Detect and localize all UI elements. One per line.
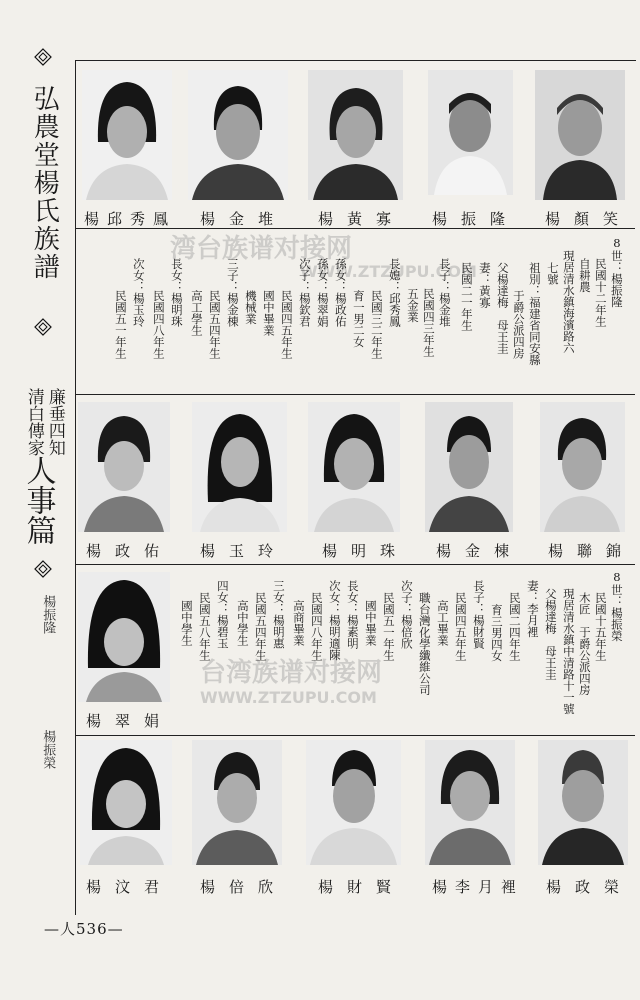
photo-caption: 楊振隆 [432,210,520,228]
bio-text: 高工畢業 [435,600,450,646]
portrait-photo [306,740,401,865]
photo-caption: 楊財賢 [318,878,406,896]
watermark-text: 湾台族谱对接网 [170,234,353,264]
photo-caption: 楊顏笑 [545,210,633,228]
portrait-photo [538,740,628,865]
bio-text: 職台灣化學纖維公司 [417,592,432,696]
diamond-ornament-icon [34,318,52,336]
bio-text: 長子：楊財賢 [471,580,486,649]
bio-text: 次女：楊玉玲 [131,258,146,327]
bio-text: 民國二一年生 [459,262,474,331]
bio-text: 父楊達梅 母王圭 [543,588,558,680]
row-divider [75,394,635,395]
photo-caption: 楊聯錦 [548,542,636,560]
bio-text: 長媳：邱秀鳳 [387,258,402,327]
bio-text: 育一男二女 [351,290,366,348]
bio-text: 高工學生 [189,290,204,336]
bio-text: 國中學生 [179,600,194,646]
diamond-ornament-icon [34,560,52,578]
bio-text: 民國十五年生 [593,592,608,661]
side-index-name: 楊振隆 [40,595,56,634]
diamond-ornament-icon [34,48,52,66]
photo-caption: 楊政佑 [86,542,174,560]
photo-caption: 楊翠娟 [86,712,174,730]
bio-text: 民國五一年生 [381,592,396,661]
bio-text: 父楊達梅 母王圭 [495,262,510,354]
section-title: 人事篇 [20,455,56,545]
bio-text: 民國四八年生 [309,592,324,661]
bio-text: 民國五四年生 [253,592,268,661]
bio-text: 孫女：楊翠娟 [315,258,330,327]
bio-heading: 8世：楊振榮 [609,570,624,642]
bio-text: 四女：楊碧玉 [215,580,230,649]
portrait-photo [308,402,400,532]
photo-caption: 楊倍欣 [200,878,288,896]
bio-text: 國中畢業 [363,600,378,646]
bio-text: 孫女：楊政佑 [333,258,348,327]
portrait-photo [78,572,170,702]
bio-text: 民國四八年生 [151,290,166,359]
bio-text: 高商畢業 [291,600,306,646]
row-divider [75,735,635,736]
photo-caption: 楊玉玲 [200,542,288,560]
photo-caption: 楊金堆 [200,210,288,228]
portrait-photo [535,70,625,200]
bio-text: 自耕農 [577,258,592,293]
bio-text: 次子：楊欽君 [297,258,312,327]
watermark-url: WWW.ZTZUPU.COM [300,262,477,281]
bio-text: 民國五四年生 [207,290,222,359]
bio-text: 民國四五年生 [279,290,294,359]
bio-text: 機械業 [243,290,258,325]
portrait-photo [78,402,170,532]
photo-caption: 楊黃寡 [318,210,406,228]
family-motto-right: 廉垂四知 [44,388,65,456]
bio-heading: 8世：楊振隆 [609,236,624,308]
bio-text: 次女：楊明適陳 [327,580,342,661]
bio-text: 民國五八年生 [197,592,212,661]
portrait-photo [80,740,172,865]
bio-text: 長女：楊明珠 [169,258,184,327]
photo-caption: 楊邱秀鳳 [84,210,177,228]
bio-text: 民國十二年生 [593,258,608,327]
bio-text: 育三男四女 [489,604,504,662]
bio-text: 民國四五年生 [453,592,468,661]
portrait-photo [82,70,172,200]
photo-caption: 楊政榮 [546,878,634,896]
portrait-photo [540,402,625,532]
photo-caption: 楊汶君 [86,878,174,896]
portrait-photo [308,70,403,200]
bio-text: 次子：楊倍欣 [399,580,414,649]
bio-text: 現居清水鎮中清路十一號 [561,588,576,715]
portrait-photo [188,70,288,200]
portrait-photo [425,740,515,865]
bio-text: 于爵公派四房 [511,290,526,359]
bio-text: 祖別：福建省同安縣 [527,262,542,366]
bio-text: 妻：李月裡 [525,580,540,638]
bio-text: 五金業 [405,288,420,323]
side-index-name: 楊振榮 [40,730,56,769]
watermark-url: WWW.ZTZUPU.COM [200,688,377,707]
bio-text: 民國五一年生 [113,290,128,359]
photo-caption: 楊明珠 [322,542,410,560]
bio-text: 長女：楊素明 [345,580,360,649]
bio-text: 民國二四年生 [507,592,522,661]
bio-text: 七號 [545,262,560,285]
bio-text: 國中畢業 [261,290,276,336]
portrait-photo [192,402,287,532]
bio-text: 高中學生 [235,600,250,646]
portrait-photo [192,740,282,865]
row-divider [75,564,635,565]
bio-text: 長子：楊金堆 [437,258,452,327]
portrait-photo [428,70,513,195]
bio-text: 民國三二年生 [369,290,384,359]
page-number: —人536— [44,920,124,938]
bio-text: 現居清水鎮海濱路六 [561,250,576,354]
bio-text: 民國四三年生 [421,288,436,357]
bio-text: 三子：楊金棟 [225,258,240,327]
photo-caption: 楊金棟 [436,542,524,560]
bio-text: 三女：楊明惠 [271,580,286,649]
family-motto-left: 清白傳家 [23,388,44,456]
watermark-text: 台湾族谱对接网 [200,658,383,688]
portrait-photo [425,402,513,532]
bio-text: 妻：黃寡 [477,262,492,308]
book-title: 弘農堂楊氏族譜 [29,85,60,281]
bio-text: 木匠 于爵公派四房 [577,592,592,696]
photo-caption: 楊李月裡 [432,878,525,896]
